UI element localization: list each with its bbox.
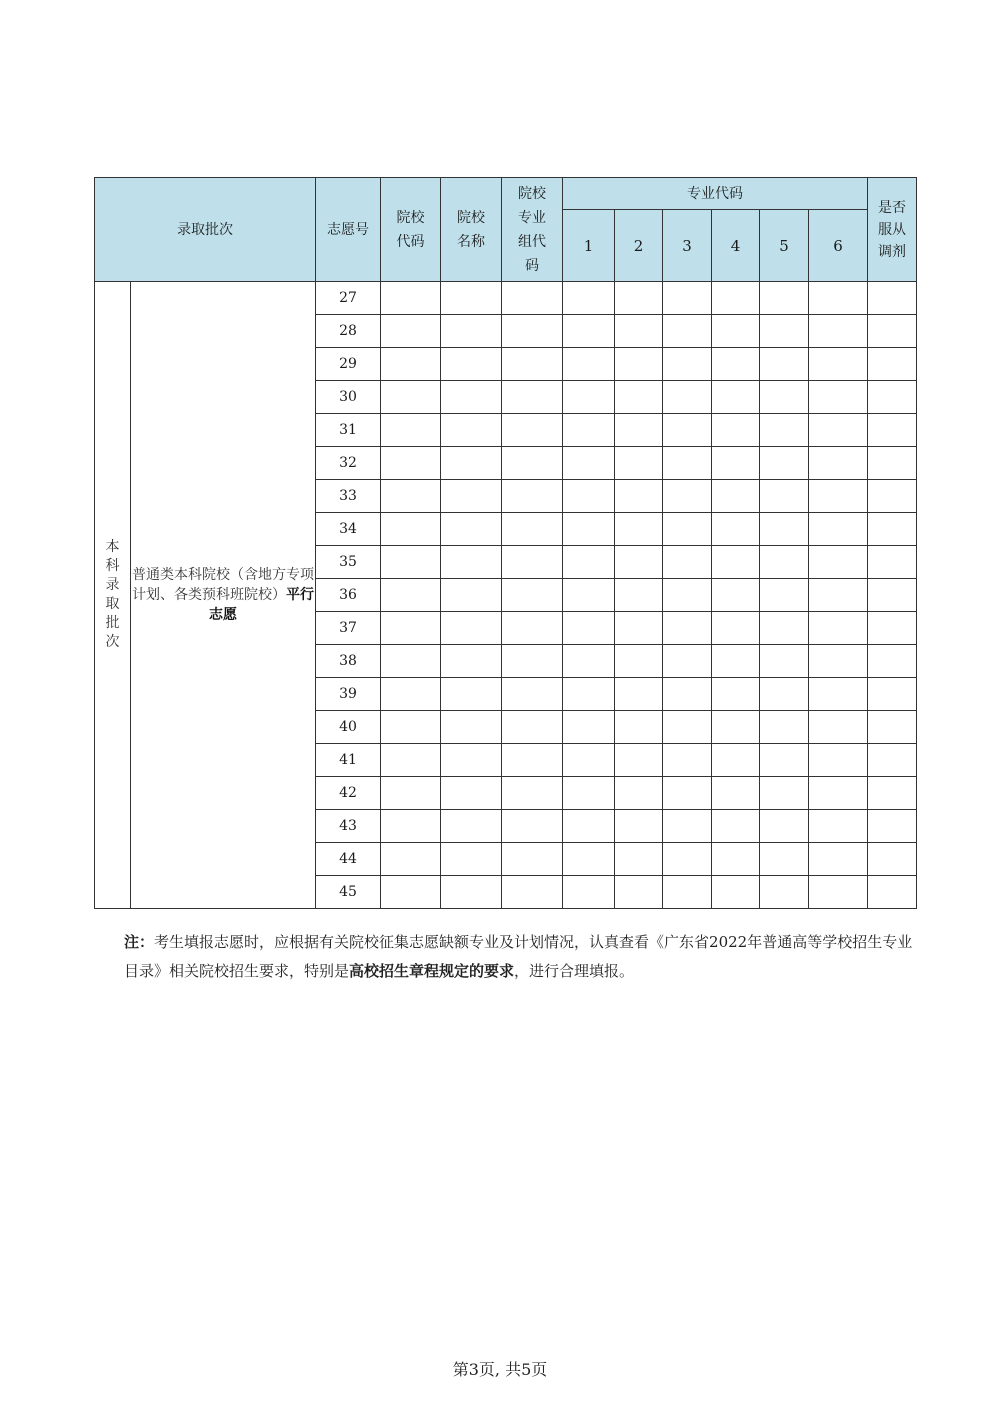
major-3-cell[interactable] xyxy=(663,381,712,414)
major-4-cell[interactable] xyxy=(712,480,760,513)
major-6-cell[interactable] xyxy=(809,381,868,414)
group-code-cell[interactable] xyxy=(502,711,563,744)
adjust-cell[interactable] xyxy=(868,777,917,810)
header-group-code: 院校专业组代码 xyxy=(502,178,563,282)
major-6-cell[interactable] xyxy=(809,744,868,777)
major-1-cell[interactable] xyxy=(563,348,615,381)
major-4-cell[interactable] xyxy=(712,513,760,546)
major-1-cell[interactable] xyxy=(563,381,615,414)
school-name-cell[interactable] xyxy=(441,546,502,579)
school-code-cell[interactable] xyxy=(381,414,441,447)
school-code-cell[interactable] xyxy=(381,348,441,381)
school-code-cell[interactable] xyxy=(381,579,441,612)
note-text-1: 考生填报志愿时，应根据有关院校征集志愿缺额专业及计划情况，认真查看《广东省2022年普通高等学校招生专业目录》相关院校招生要求，特别是 xyxy=(124,933,913,980)
adjust-cell[interactable] xyxy=(868,282,917,315)
wish-number: 31 xyxy=(316,414,381,447)
major-3-cell[interactable] xyxy=(663,876,712,909)
major-3-cell[interactable] xyxy=(663,414,712,447)
school-name-cell[interactable] xyxy=(441,282,502,315)
wish-number: 36 xyxy=(316,579,381,612)
major-3-cell[interactable] xyxy=(663,843,712,876)
school-name-cell[interactable] xyxy=(441,414,502,447)
major-6-cell[interactable] xyxy=(809,315,868,348)
school-name-cell[interactable] xyxy=(441,612,502,645)
adjust-cell[interactable] xyxy=(868,513,917,546)
major-4-cell[interactable] xyxy=(712,282,760,315)
group-code-cell[interactable] xyxy=(502,348,563,381)
major-4-cell[interactable] xyxy=(712,744,760,777)
wish-table xyxy=(94,177,917,909)
header-major-code: 专业代码 xyxy=(563,178,868,210)
major-5-cell[interactable] xyxy=(760,315,809,348)
school-name-cell[interactable] xyxy=(441,876,502,909)
major-6-cell[interactable] xyxy=(809,282,868,315)
major-3-cell[interactable] xyxy=(663,282,712,315)
major-5-cell[interactable] xyxy=(760,546,809,579)
major-4-cell[interactable] xyxy=(712,612,760,645)
group-code-cell[interactable] xyxy=(502,645,563,678)
wish-number: 41 xyxy=(316,744,381,777)
major-3-cell[interactable] xyxy=(663,513,712,546)
major-1-cell[interactable] xyxy=(563,414,615,447)
wish-number: 42 xyxy=(316,777,381,810)
major-6-cell[interactable] xyxy=(809,777,868,810)
group-code-cell[interactable] xyxy=(502,513,563,546)
wish-number: 37 xyxy=(316,612,381,645)
note xyxy=(124,928,924,986)
school-name-cell[interactable] xyxy=(441,480,502,513)
major-6-cell[interactable] xyxy=(809,843,868,876)
major-2-cell[interactable] xyxy=(615,843,663,876)
batch-name: 普通类本科院校（含地方专项计划、各类预科班院校）平行志愿 xyxy=(131,282,316,909)
major-4-cell[interactable] xyxy=(712,348,760,381)
group-code-cell[interactable] xyxy=(502,678,563,711)
major-5-cell[interactable] xyxy=(760,843,809,876)
major-1-cell[interactable] xyxy=(563,843,615,876)
group-code-cell[interactable] xyxy=(502,315,563,348)
major-3-cell[interactable] xyxy=(663,315,712,348)
group-code-cell[interactable] xyxy=(502,480,563,513)
page-footer: 第3页, 共5页 xyxy=(452,1360,548,1379)
school-name-cell[interactable] xyxy=(441,348,502,381)
header-major-4: 4 xyxy=(712,210,760,282)
major-5-cell[interactable] xyxy=(760,678,809,711)
major-2-cell[interactable] xyxy=(615,876,663,909)
major-5-cell[interactable] xyxy=(760,480,809,513)
major-4-cell[interactable] xyxy=(712,711,760,744)
major-6-cell[interactable] xyxy=(809,513,868,546)
major-1-cell[interactable] xyxy=(563,678,615,711)
school-code-cell[interactable] xyxy=(381,282,441,315)
major-5-cell[interactable] xyxy=(760,282,809,315)
adjust-cell[interactable] xyxy=(868,315,917,348)
major-6-cell[interactable] xyxy=(809,612,868,645)
school-code-cell[interactable] xyxy=(381,513,441,546)
header-major-1: 1 xyxy=(563,210,615,282)
school-name-cell[interactable] xyxy=(441,678,502,711)
wish-number: 39 xyxy=(316,678,381,711)
school-code-cell[interactable] xyxy=(381,645,441,678)
school-code-cell[interactable] xyxy=(381,447,441,480)
major-2-cell[interactable] xyxy=(615,579,663,612)
school-name-cell[interactable] xyxy=(441,777,502,810)
major-6-cell[interactable] xyxy=(809,348,868,381)
school-code-cell[interactable] xyxy=(381,381,441,414)
major-2-cell[interactable] xyxy=(615,744,663,777)
major-4-cell[interactable] xyxy=(712,810,760,843)
school-code-cell[interactable] xyxy=(381,612,441,645)
major-3-cell[interactable] xyxy=(663,348,712,381)
adjust-cell[interactable] xyxy=(868,711,917,744)
group-code-cell[interactable] xyxy=(502,414,563,447)
table-row xyxy=(95,282,917,315)
school-name-cell[interactable] xyxy=(441,711,502,744)
major-2-cell[interactable] xyxy=(615,645,663,678)
major-5-cell[interactable] xyxy=(760,744,809,777)
wish-number: 38 xyxy=(316,645,381,678)
major-6-cell[interactable] xyxy=(809,579,868,612)
major-2-cell[interactable] xyxy=(615,447,663,480)
major-5-cell[interactable] xyxy=(760,612,809,645)
major-1-cell[interactable] xyxy=(563,810,615,843)
school-name-cell[interactable] xyxy=(441,843,502,876)
major-1-cell[interactable] xyxy=(563,546,615,579)
header-school-name: 院校名称 xyxy=(441,178,502,282)
school-name-cell[interactable] xyxy=(441,513,502,546)
major-2-cell[interactable] xyxy=(615,513,663,546)
major-5-cell[interactable] xyxy=(760,810,809,843)
major-6-cell[interactable] xyxy=(809,447,868,480)
wish-number: 28 xyxy=(316,315,381,348)
school-code-cell[interactable] xyxy=(381,678,441,711)
school-name-cell[interactable] xyxy=(441,810,502,843)
school-code-cell[interactable] xyxy=(381,876,441,909)
major-3-cell[interactable] xyxy=(663,711,712,744)
major-4-cell[interactable] xyxy=(712,678,760,711)
adjust-cell[interactable] xyxy=(868,612,917,645)
group-code-cell[interactable] xyxy=(502,282,563,315)
major-5-cell[interactable] xyxy=(760,414,809,447)
major-6-cell[interactable] xyxy=(809,645,868,678)
major-4-cell[interactable] xyxy=(712,645,760,678)
major-3-cell[interactable] xyxy=(663,744,712,777)
major-1-cell[interactable] xyxy=(563,579,615,612)
major-1-cell[interactable] xyxy=(563,711,615,744)
major-5-cell[interactable] xyxy=(760,579,809,612)
adjust-cell[interactable] xyxy=(868,876,917,909)
school-code-cell[interactable] xyxy=(381,744,441,777)
adjust-cell[interactable] xyxy=(868,810,917,843)
major-4-cell[interactable] xyxy=(712,876,760,909)
major-5-cell[interactable] xyxy=(760,381,809,414)
adjust-cell[interactable] xyxy=(868,843,917,876)
major-6-cell[interactable] xyxy=(809,876,868,909)
major-2-cell[interactable] xyxy=(615,546,663,579)
major-6-cell[interactable] xyxy=(809,414,868,447)
wish-number: 45 xyxy=(316,876,381,909)
major-1-cell[interactable] xyxy=(563,315,615,348)
note-text-2: ，进行合理填报。 xyxy=(514,962,635,980)
school-code-cell[interactable] xyxy=(381,546,441,579)
school-name-cell[interactable] xyxy=(441,381,502,414)
major-5-cell[interactable] xyxy=(760,645,809,678)
header-major-5: 5 xyxy=(760,210,809,282)
major-1-cell[interactable] xyxy=(563,645,615,678)
major-2-cell[interactable] xyxy=(615,381,663,414)
adjust-cell[interactable] xyxy=(868,645,917,678)
group-code-cell[interactable] xyxy=(502,447,563,480)
wish-number: 43 xyxy=(316,810,381,843)
major-5-cell[interactable] xyxy=(760,777,809,810)
major-5-cell[interactable] xyxy=(760,711,809,744)
major-1-cell[interactable] xyxy=(563,612,615,645)
major-4-cell[interactable] xyxy=(712,414,760,447)
header-major-6: 6 xyxy=(809,210,868,282)
header-major-3: 3 xyxy=(663,210,712,282)
major-2-cell[interactable] xyxy=(615,348,663,381)
application-form xyxy=(94,177,916,909)
school-code-cell[interactable] xyxy=(381,480,441,513)
major-1-cell[interactable] xyxy=(563,447,615,480)
group-code-cell[interactable] xyxy=(502,744,563,777)
wish-number: 29 xyxy=(316,348,381,381)
school-code-cell[interactable] xyxy=(381,315,441,348)
school-name-cell[interactable] xyxy=(441,579,502,612)
major-6-cell[interactable] xyxy=(809,480,868,513)
major-3-cell[interactable] xyxy=(663,480,712,513)
school-name-cell[interactable] xyxy=(441,447,502,480)
wish-number: 35 xyxy=(316,546,381,579)
header-adjust: 是否服从调剂 xyxy=(868,178,917,282)
major-2-cell[interactable] xyxy=(615,810,663,843)
school-name-cell[interactable] xyxy=(441,315,502,348)
major-4-cell[interactable] xyxy=(712,579,760,612)
major-2-cell[interactable] xyxy=(615,315,663,348)
major-2-cell[interactable] xyxy=(615,414,663,447)
adjust-cell[interactable] xyxy=(868,381,917,414)
major-2-cell[interactable] xyxy=(615,480,663,513)
major-1-cell[interactable] xyxy=(563,777,615,810)
group-code-cell[interactable] xyxy=(502,612,563,645)
major-3-cell[interactable] xyxy=(663,546,712,579)
group-code-cell[interactable] xyxy=(502,876,563,909)
major-2-cell[interactable] xyxy=(615,612,663,645)
school-name-cell[interactable] xyxy=(441,645,502,678)
major-3-cell[interactable] xyxy=(663,579,712,612)
note-emphasis: 高校招生章程规定的要求 xyxy=(349,962,515,980)
major-4-cell[interactable] xyxy=(712,447,760,480)
group-code-cell[interactable] xyxy=(502,546,563,579)
major-3-cell[interactable] xyxy=(663,777,712,810)
group-code-cell[interactable] xyxy=(502,381,563,414)
adjust-cell[interactable] xyxy=(868,480,917,513)
major-3-cell[interactable] xyxy=(663,645,712,678)
school-name-cell[interactable] xyxy=(441,744,502,777)
note-label: 注： xyxy=(124,933,155,951)
group-code-cell[interactable] xyxy=(502,843,563,876)
major-1-cell[interactable] xyxy=(563,282,615,315)
header-major-2: 2 xyxy=(615,210,663,282)
school-code-cell[interactable] xyxy=(381,711,441,744)
group-code-cell[interactable] xyxy=(502,777,563,810)
major-6-cell[interactable] xyxy=(809,546,868,579)
adjust-cell[interactable] xyxy=(868,678,917,711)
group-code-cell[interactable] xyxy=(502,579,563,612)
major-2-cell[interactable] xyxy=(615,678,663,711)
adjust-cell[interactable] xyxy=(868,744,917,777)
wish-number: 40 xyxy=(316,711,381,744)
adjust-cell[interactable] xyxy=(868,579,917,612)
group-code-cell[interactable] xyxy=(502,810,563,843)
major-3-cell[interactable] xyxy=(663,810,712,843)
major-6-cell[interactable] xyxy=(809,810,868,843)
batch-vertical-label: 本科录取批次 xyxy=(95,282,131,909)
major-3-cell[interactable] xyxy=(663,447,712,480)
major-5-cell[interactable] xyxy=(760,513,809,546)
wish-number: 33 xyxy=(316,480,381,513)
major-4-cell[interactable] xyxy=(712,843,760,876)
major-2-cell[interactable] xyxy=(615,282,663,315)
major-1-cell[interactable] xyxy=(563,876,615,909)
major-4-cell[interactable] xyxy=(712,546,760,579)
wish-number: 32 xyxy=(316,447,381,480)
adjust-cell[interactable] xyxy=(868,546,917,579)
major-4-cell[interactable] xyxy=(712,315,760,348)
major-6-cell[interactable] xyxy=(809,711,868,744)
major-4-cell[interactable] xyxy=(712,777,760,810)
major-5-cell[interactable] xyxy=(760,876,809,909)
adjust-cell[interactable] xyxy=(868,348,917,381)
wish-number: 30 xyxy=(316,381,381,414)
major-2-cell[interactable] xyxy=(615,711,663,744)
adjust-cell[interactable] xyxy=(868,447,917,480)
wish-number: 27 xyxy=(316,282,381,315)
major-4-cell[interactable] xyxy=(712,381,760,414)
major-3-cell[interactable] xyxy=(663,678,712,711)
school-code-cell[interactable] xyxy=(381,810,441,843)
major-5-cell[interactable] xyxy=(760,348,809,381)
major-1-cell[interactable] xyxy=(563,744,615,777)
school-code-cell[interactable] xyxy=(381,843,441,876)
wish-number: 34 xyxy=(316,513,381,546)
adjust-cell[interactable] xyxy=(868,414,917,447)
major-6-cell[interactable] xyxy=(809,678,868,711)
wish-number: 44 xyxy=(316,843,381,876)
major-1-cell[interactable] xyxy=(563,480,615,513)
header-wish-no: 志愿号 xyxy=(316,178,381,282)
major-5-cell[interactable] xyxy=(760,447,809,480)
school-code-cell[interactable] xyxy=(381,777,441,810)
header-batch: 录取批次 xyxy=(95,178,316,282)
header-school-code: 院校代码 xyxy=(381,178,441,282)
major-3-cell[interactable] xyxy=(663,612,712,645)
major-2-cell[interactable] xyxy=(615,777,663,810)
major-1-cell[interactable] xyxy=(563,513,615,546)
